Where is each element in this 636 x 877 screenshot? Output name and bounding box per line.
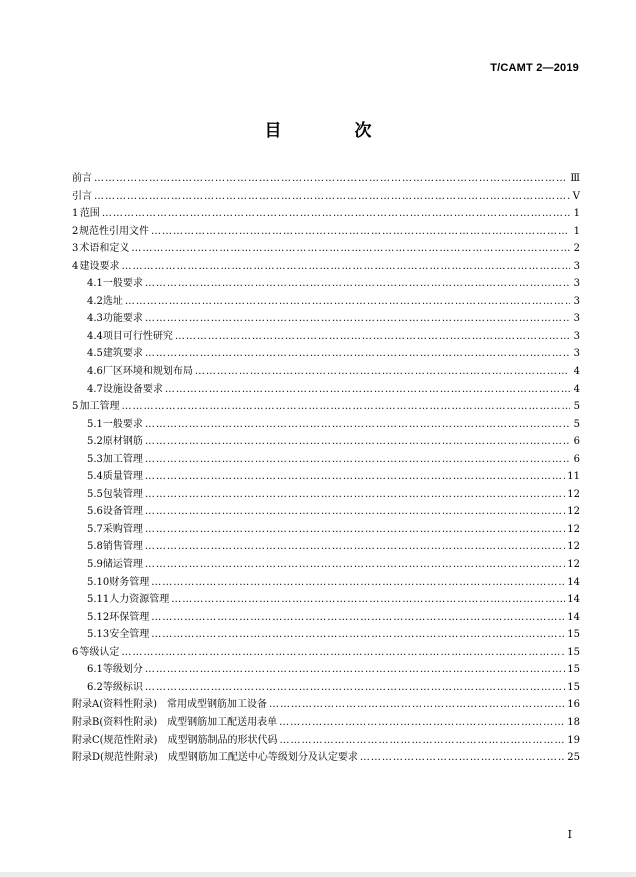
toc-entry-number: 5: [72, 401, 79, 413]
toc-leader-dots: [121, 644, 565, 662]
toc-entry-page: 16: [567, 699, 580, 711]
toc-entry-number: 4.3: [87, 313, 103, 325]
toc-entry-label: 建筑要求: [102, 348, 143, 360]
toc-entry-page: 5: [573, 401, 580, 413]
toc-entry-page: 15: [567, 681, 580, 693]
toc-entry-page: 11: [567, 471, 580, 483]
toc-entry[interactable]: [72, 258, 580, 276]
toc-leader-dots: [145, 416, 570, 434]
toc-entry[interactable]: [72, 574, 580, 592]
toc-entry-page: 12: [567, 523, 580, 535]
toc-leader-dots: [151, 223, 570, 241]
toc-entry-label: 设施设备要求: [102, 383, 163, 395]
toc-entry-page: 12: [567, 541, 580, 553]
toc-leader-dots: [269, 696, 565, 714]
toc-leader-dots: [125, 293, 570, 311]
toc-entry-label: 成型钢筋加工配送用表单: [167, 716, 278, 728]
toc-leader-dots: [145, 275, 570, 293]
toc-leader-dots: [94, 188, 570, 206]
toc-entry[interactable]: [72, 732, 580, 750]
toc-entry-number: 5.8: [87, 541, 103, 553]
toc-entry-number: 1: [72, 208, 79, 220]
toc-leader-dots: [171, 591, 565, 609]
toc-entry[interactable]: [72, 275, 580, 293]
toc-entry[interactable]: [72, 468, 580, 486]
toc-entry-number: 5.13: [87, 629, 110, 641]
toc-entry-number: 4.1: [87, 278, 103, 290]
toc-entry-number: 4.7: [87, 383, 103, 395]
toc-entry[interactable]: [72, 521, 580, 539]
toc-entry-page: 6: [573, 436, 580, 448]
toc-entry-page: 1: [573, 208, 580, 220]
toc-leader-dots: [145, 310, 570, 328]
toc-entry-page: 12: [567, 506, 580, 518]
toc-entry-label: 前言: [72, 173, 92, 184]
toc-entry[interactable]: [72, 223, 580, 241]
toc-entry-number: 5.3: [87, 453, 103, 465]
toc-entry-label: 引言: [72, 190, 92, 202]
toc-entry-number: 5.4: [87, 471, 103, 483]
toc-entry-number: 4: [72, 260, 79, 272]
toc-entry-label: 原材钢筋: [102, 436, 143, 448]
toc-entry[interactable]: [72, 749, 580, 767]
toc-entry-page: 14: [567, 576, 580, 588]
toc-leader-dots: [145, 538, 565, 556]
toc-leader-dots: [151, 609, 565, 627]
toc-entry[interactable]: [72, 345, 580, 363]
toc-entry[interactable]: [72, 679, 580, 697]
toc-entry-label: 常用成型钢筋加工设备: [167, 699, 268, 711]
toc-leader-dots: [94, 170, 568, 188]
toc-entry[interactable]: [72, 240, 580, 258]
toc-entry-number: 5.6: [87, 506, 103, 518]
toc-entry[interactable]: [72, 486, 580, 504]
toc-leader-dots: [145, 451, 570, 469]
toc-entry[interactable]: [72, 661, 580, 679]
toc-leader-dots: [145, 468, 565, 486]
toc-leader-dots: [145, 679, 565, 697]
toc-entry-number: 附录B(资料性附录): [72, 716, 158, 728]
toc-entry-label: 范围: [79, 208, 100, 220]
toc-leader-dots: [145, 556, 565, 574]
toc-entry[interactable]: [72, 398, 580, 416]
toc-entry[interactable]: [72, 328, 580, 346]
toc-entry-label: 采购管理: [102, 523, 143, 535]
toc-leader-dots: [195, 363, 570, 381]
toc-entry-number: 5.5: [87, 488, 103, 500]
toc-entry-page: 15: [567, 629, 580, 641]
toc-entry-page: 4: [573, 366, 580, 378]
toc-leader-dots: [145, 521, 565, 539]
toc-entry-number: 5.10: [87, 576, 110, 588]
toc-leader-dots: [165, 381, 570, 399]
table-of-contents: [72, 170, 580, 767]
toc-entry-label: 建设要求: [79, 260, 120, 272]
toc-entry-label: 储运管理: [102, 559, 143, 571]
toc-entry-label: 厂区环境和规划布局: [102, 366, 193, 378]
toc-entry-label: 加工管理: [79, 401, 120, 413]
toc-entry-number: 附录D(规范性附录): [72, 752, 158, 764]
toc-entry-label: 等级标识: [102, 681, 143, 693]
toc-entry-page: 14: [567, 611, 580, 623]
toc-entry-number: 5.9: [87, 559, 103, 571]
toc-leader-dots: [360, 749, 565, 767]
toc-entry-page: 3: [573, 330, 580, 342]
page-title: 目 次: [264, 121, 400, 141]
toc-entry[interactable]: [72, 188, 580, 206]
toc-entry-label: 安全管理: [109, 629, 150, 641]
toc-entry-page: 3: [573, 278, 580, 290]
toc-entry-page: 2: [573, 243, 580, 255]
toc-entry[interactable]: [72, 416, 580, 434]
toc-leader-dots: [151, 574, 565, 592]
toc-entry-page: 14: [567, 594, 580, 606]
toc-leader-dots: [279, 714, 565, 732]
toc-leader-dots: [145, 661, 565, 679]
toc-entry-label: 一般要求: [102, 278, 143, 290]
toc-entry-number: 4.2: [87, 295, 103, 307]
toc-leader-dots: [151, 626, 565, 644]
toc-entry[interactable]: [72, 714, 580, 732]
toc-entry[interactable]: [72, 205, 580, 223]
toc-entry-page: 18: [567, 716, 580, 728]
toc-entry-label: 包装管理: [102, 488, 143, 500]
toc-entry-number: 附录C(规范性附录): [72, 734, 158, 746]
page-number: Ⅰ: [567, 828, 572, 841]
toc-entry-number: 4.4: [87, 330, 103, 342]
toc-entry-page: 4: [573, 383, 580, 395]
toc-entry-number: 5.7: [87, 523, 103, 535]
toc-entry-page: 3: [573, 313, 580, 325]
toc-entry-page: Ⅴ: [572, 190, 580, 202]
toc-entry-number: 5.2: [87, 436, 103, 448]
toc-entry[interactable]: [72, 644, 580, 662]
toc-entry-number: 5.11: [87, 594, 110, 606]
toc-leader-dots: [145, 433, 570, 451]
toc-entry[interactable]: [72, 626, 580, 644]
toc-leader-dots: [175, 328, 570, 346]
toc-entry-number: 附录A(资料性附录): [72, 699, 158, 711]
toc-entry-page: 12: [567, 488, 580, 500]
toc-entry[interactable]: [72, 538, 580, 556]
toc-entry-number: 4.6: [87, 366, 103, 378]
toc-entry-label: 质量管理: [102, 471, 143, 483]
toc-leader-dots: [121, 258, 570, 276]
toc-leader-dots: [102, 205, 570, 223]
toc-entry[interactable]: [72, 591, 580, 609]
toc-entry[interactable]: [72, 310, 580, 328]
toc-entry-label: 规范性引用文件: [79, 225, 149, 237]
toc-entry-number: 6: [72, 646, 79, 658]
toc-entry[interactable]: [72, 503, 580, 521]
toc-entry-label: 等级认定: [79, 646, 120, 658]
toc-entry-page: 3: [573, 348, 580, 360]
toc-leader-dots: [145, 503, 565, 521]
toc-entry-label: 功能要求: [102, 313, 143, 325]
toc-entry-label: 成型钢筋制品的形状代码: [167, 734, 278, 746]
toc-entry-label: 加工管理: [102, 453, 143, 465]
toc-entry[interactable]: [72, 293, 580, 311]
toc-entry[interactable]: [72, 363, 580, 381]
toc-entry-number: 3: [72, 243, 79, 255]
toc-entry-page: 15: [567, 664, 580, 676]
toc-entry-label: 财务管理: [109, 576, 150, 588]
bottom-edge: [0, 872, 636, 877]
toc-entry-page: 6: [573, 453, 580, 465]
toc-entry-page: Ⅲ: [570, 173, 580, 184]
toc-entry-label: 项目可行性研究: [102, 330, 173, 342]
toc-entry-page: 5: [573, 418, 580, 430]
toc-entry-number: 4.5: [87, 348, 103, 360]
toc-entry-number: 6.1: [87, 664, 103, 676]
toc-entry[interactable]: [72, 696, 580, 714]
toc-entry-page: 12: [567, 559, 580, 571]
toc-entry[interactable]: [72, 381, 580, 399]
toc-entry-label: 术语和定义: [79, 243, 130, 255]
toc-entry-page: 3: [573, 295, 580, 307]
toc-entry-label: 环保管理: [109, 611, 150, 623]
toc-entry-label: 销售管理: [102, 541, 143, 553]
toc-entry-page: 19: [567, 734, 580, 746]
toc-entry-label: 选址: [102, 295, 123, 307]
toc-entry[interactable]: [72, 451, 580, 469]
toc-entry-label: 设备管理: [102, 506, 143, 518]
toc-entry[interactable]: [72, 433, 580, 451]
toc-entry[interactable]: [72, 556, 580, 574]
standard-number: T/CAMT 2—2019: [490, 62, 579, 74]
toc-entry-page: 25: [567, 752, 580, 764]
toc-leader-dots: [279, 732, 565, 750]
toc-entry-number: 5.12: [87, 611, 110, 623]
toc-entry-number: 2: [72, 225, 79, 237]
toc-leader-dots: [121, 398, 570, 416]
toc-entry-label: 等级划分: [102, 664, 143, 676]
toc-entry-number: 6.2: [87, 681, 103, 693]
toc-entry-label: 人力资源管理: [109, 594, 170, 606]
toc-entry-page: 1: [573, 225, 580, 237]
toc-entry-number: 5.1: [87, 418, 103, 430]
toc-leader-dots: [145, 486, 565, 504]
toc-leader-dots: [131, 240, 570, 258]
toc-leader-dots: [145, 345, 570, 363]
toc-entry[interactable]: [72, 170, 580, 188]
toc-entry-label: 一般要求: [102, 418, 143, 430]
toc-entry-page: 3: [573, 260, 580, 272]
toc-entry-label: 成型钢筋加工配送中心等级划分及认定要求: [167, 752, 358, 764]
toc-entry[interactable]: [72, 609, 580, 627]
toc-entry-page: 15: [567, 646, 580, 658]
